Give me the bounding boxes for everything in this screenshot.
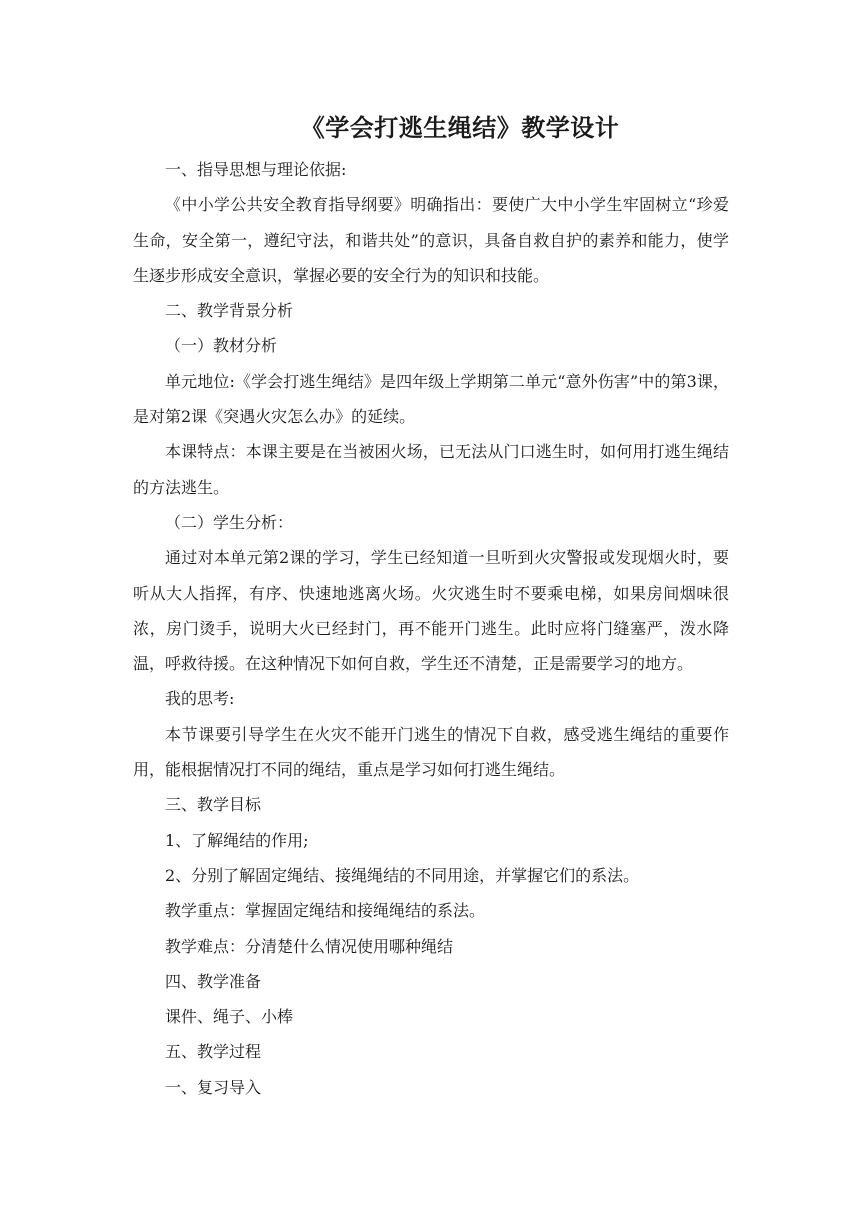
subheading-review-intro: 一、复习导入 bbox=[165, 1077, 262, 1097]
subheading-my-thoughts: 我的思考: bbox=[165, 689, 235, 709]
paragraph-my-thoughts: 本节课要引导学生在火灾不能开门逃生的情况下自救，感受逃生绳结的重要作用，能根据情况打不同的绳结，重点是学习如何打逃生绳结。 bbox=[133, 724, 729, 780]
paragraph-guideline-quote: 《中小学公共安全教育指导纲要》明确指出：要使广大中小学生牢固树立“珍爱生命，安全第一，遵纪守法，和谐共处”的意识，具备自救自护的素养和能力，使学生逐步形成安全意识，掌握必要的安全行为的知识和技能。 bbox=[133, 195, 729, 285]
paragraph-student-analysis: 通过对本单元第2课的学习，学生已经知道一旦听到火灾警报或发现烟火时，要听从大人指挥，有序、快速地逃离火场。火灾逃生时不要乘电梯，如果房间烟味很浓，房门烫手，说明大火已经封门，再不能开门逃生。此时应将门缝塞严，泼水降温，呼救待援。在这种情况下如何自救，学生还不清楚，正是需要学习的地方。 bbox=[133, 548, 729, 674]
paragraph-unit-position: 单元地位:《学会打逃生绳结》是四年级上学期第二单元“意外伤害”中的第3课，是对第2课《突遇火灾怎么办》的延续。 bbox=[133, 371, 729, 427]
subheading-textbook-analysis: （一）教材分析 bbox=[165, 336, 278, 356]
section-heading-objectives: 三、教学目标 bbox=[165, 795, 262, 815]
subheading-student-analysis: （二）学生分析： bbox=[165, 512, 294, 532]
objective-item-1: 1、了解绳结的作用; bbox=[165, 830, 309, 850]
paragraph-key-point: 教学重点：掌握固定绳结和接绳绳结的系法。 bbox=[165, 901, 486, 921]
paragraph-difficulty: 教学难点：分清楚什么情况使用哪种绳结 bbox=[165, 936, 454, 956]
paragraph-lesson-features: 本课特点：本课主要是在当被困火场，已无法从门口逃生时，如何用打逃生绳结的方法逃生。 bbox=[133, 442, 729, 497]
section-heading-process: 五、教学过程 bbox=[165, 1042, 262, 1062]
objective-item-2: 2、分别了解固定绳结、接绳绳结的不同用途，并掌握它们的系法。 bbox=[165, 865, 640, 885]
document-body bbox=[133, 152, 729, 1105]
paragraph-materials: 课件、绳子、小棒 bbox=[165, 1007, 294, 1027]
section-heading-guiding-ideas: 一、指导思想与理论依据: bbox=[165, 160, 347, 179]
section-heading-preparation: 四、教学准备 bbox=[165, 971, 262, 991]
section-heading-background: 二、教学背景分析 bbox=[165, 301, 294, 321]
document-title: 《学会打逃生绳结》教学设计 bbox=[300, 113, 620, 142]
